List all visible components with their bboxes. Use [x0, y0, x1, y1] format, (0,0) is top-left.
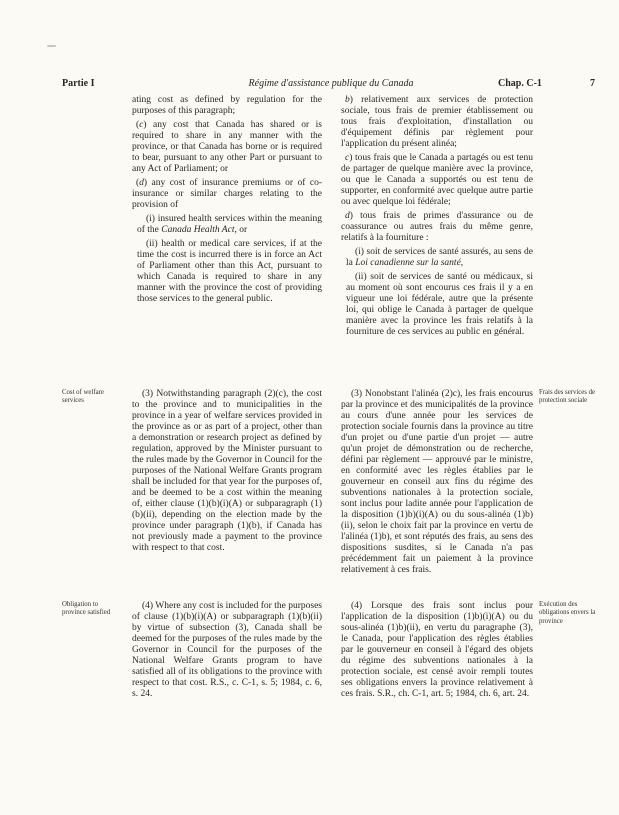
- header-part-label: Partie I: [62, 78, 95, 89]
- subsection-4-text-fr: (4) Lorsque des frais sont inclus pour l'application de la disposition (1)b)(i)(A) ou du sous-alinéa (1)b)(ii), en vertu du paragraphe (3), le Canada, pour l'application des règles établies par le gouverneur en conseil à l'égard des objets du régime des subventions nationales à la protection sociale, est censé avoir rempli toutes ses obligations envers la province relativement à ces frais. S.R., ch. C-1, art. 5; 1984, ch. 6, art. 24.: [341, 601, 533, 699]
- statute-clause-d: (d) any cost of insurance premiums or of co-insurance or similar charges relating to the provision of: [132, 178, 322, 210]
- margin-note-obligation-to-province: Obligation to province satisfied: [62, 601, 111, 617]
- statute-clause-b-fr: b) relativement aux services de protection sociale, tous frais de premier établissement ou tous frais d'exploitation, d'installation ou d'équipement définis par règlement pour l'application du présent alinéa;: [341, 95, 533, 149]
- scan-artifact: [47, 45, 56, 47]
- french-clauses-block: [341, 95, 533, 341]
- english-clauses-block: [132, 95, 322, 308]
- statute-subclause-i-fr: (i) soit de services de santé assurés, au sens de la Loi canadienne sur la santé,: [346, 247, 533, 268]
- statute-subclause-ii: (ii) health or medical care services, if at the time the cost is incurred there is in force an Act of Parliament other than this Act, pursuant to which Canada is required to share in any manner with the province the cost of providing those services to the general public.: [137, 239, 322, 304]
- header-title: Régime d'assistance publique du Canada: [248, 78, 414, 89]
- english-subsection-3: [132, 389, 322, 554]
- header-page-number: 7: [590, 78, 595, 89]
- statute-clause-c-fr: c) tous frais que le Canada a partagés ou est tenu de partager de quelque manière avec la province, ou que le Canada a supportés ou est tenu de supporter, en conformité avec quelque autre partie ou avec quelque loi fédérale;: [341, 153, 533, 207]
- subsection-3-text-fr: (3) Nonobstant l'alinéa (2)c), les frais encourus par la province et des municipalités de la province au cours d'une année pour les services de protection sociale fournis dans la province au titre d'un projet ou d'une partie d'un projet — autre qu'un projet de démonstration ou de recherche, défini par règlement — approuvé par le ministre, en conformité avec les règles établies par le gouverneur en conseil aux fins du régime des subventions nationales à la protection sociale, sont inclus pour ladite année pour l'application de la disposition (1)b)(i)(A) ou du sous-alinéa (1)b)(ii), selon le choix fait par la province en vertu de l'alinéa (1)b), et sont réputés des frais, au sens des dispositions susdites, si le Canada n'a pas précédemment fait un paiement à la province relativement à ces frais.: [341, 389, 533, 575]
- statute-clause-d-fr: d) tous frais de primes d'assurance ou de coassurance ou autres frais du même genre, relatifs à la fourniture :: [341, 211, 533, 243]
- statute-clause-c: (c) any cost that Canada has shared or is required to share in any manner with the province, or that Canada has borne or is required to bear, pursuant to any other Part or pursuant to any Act of Parliament; or: [132, 120, 322, 174]
- english-subsection-4: [132, 601, 322, 700]
- subsection-3-text-en: (3) Notwithstanding paragraph (2)(c), the cost to the province and to municipalities in the province in a year of welfare services provided in the province as or as part of a project, other than a demonstration or research project as defined by regulation, approved by the Minister pursuant to the rules made by the Governor in Council for the purposes of the National Welfare Grants program shall be included for that year for the purposes of, and be deemed to be a cost within the meaning of, either clause (1)(b)(i)(A) or subparagraph (1)(b)(ii), depending on the election made by the province under paragraph (1)(b), if Canada has not previously made a payment to the province with respect to that cost.: [132, 389, 322, 553]
- statute-subclause-i: (i) insured health services within the meaning of the Canada Health Act, or: [137, 214, 322, 235]
- margin-note-frais-des-services: Frais des services de protection sociale: [539, 389, 596, 405]
- french-subsection-4: [341, 601, 533, 700]
- header-chapter: Chap. C-1: [498, 78, 542, 89]
- margin-note-cost-of-welfare-services: Cost of welfare services: [62, 389, 104, 405]
- statute-subclause-ii-fr: (ii) soit de services de santé ou médicaux, si au moment où sont encourus ces frais il y a en vigueur une loi fédérale, autre que la présente loi, qui oblige le Canada à partager de quelque manière avec la province les frais relatifs à la fourniture de ces services au public en général.: [346, 272, 533, 337]
- margin-note-execution-des-obligations: Exécution des obligations envers la province: [539, 601, 596, 625]
- statute-clause-continuation: ating cost as defined by regulation for the purposes of this paragraph;: [132, 95, 322, 116]
- subsection-4-text-en: (4) Where any cost is included for the purposes of clause (1)(b)(i)(A) or subparagraph (1)(b)(ii) by virtue of subsection (3), Canada shall be deemed for the purposes of the rules made by the Governor in Council for the purposes of the National Welfare Grants program to have satisfied all of its obligations to the province with respect to that cost. R.S., c. C-1, s. 5; 1984, c. 6, s. 24.: [132, 601, 322, 699]
- french-subsection-3: [341, 389, 533, 576]
